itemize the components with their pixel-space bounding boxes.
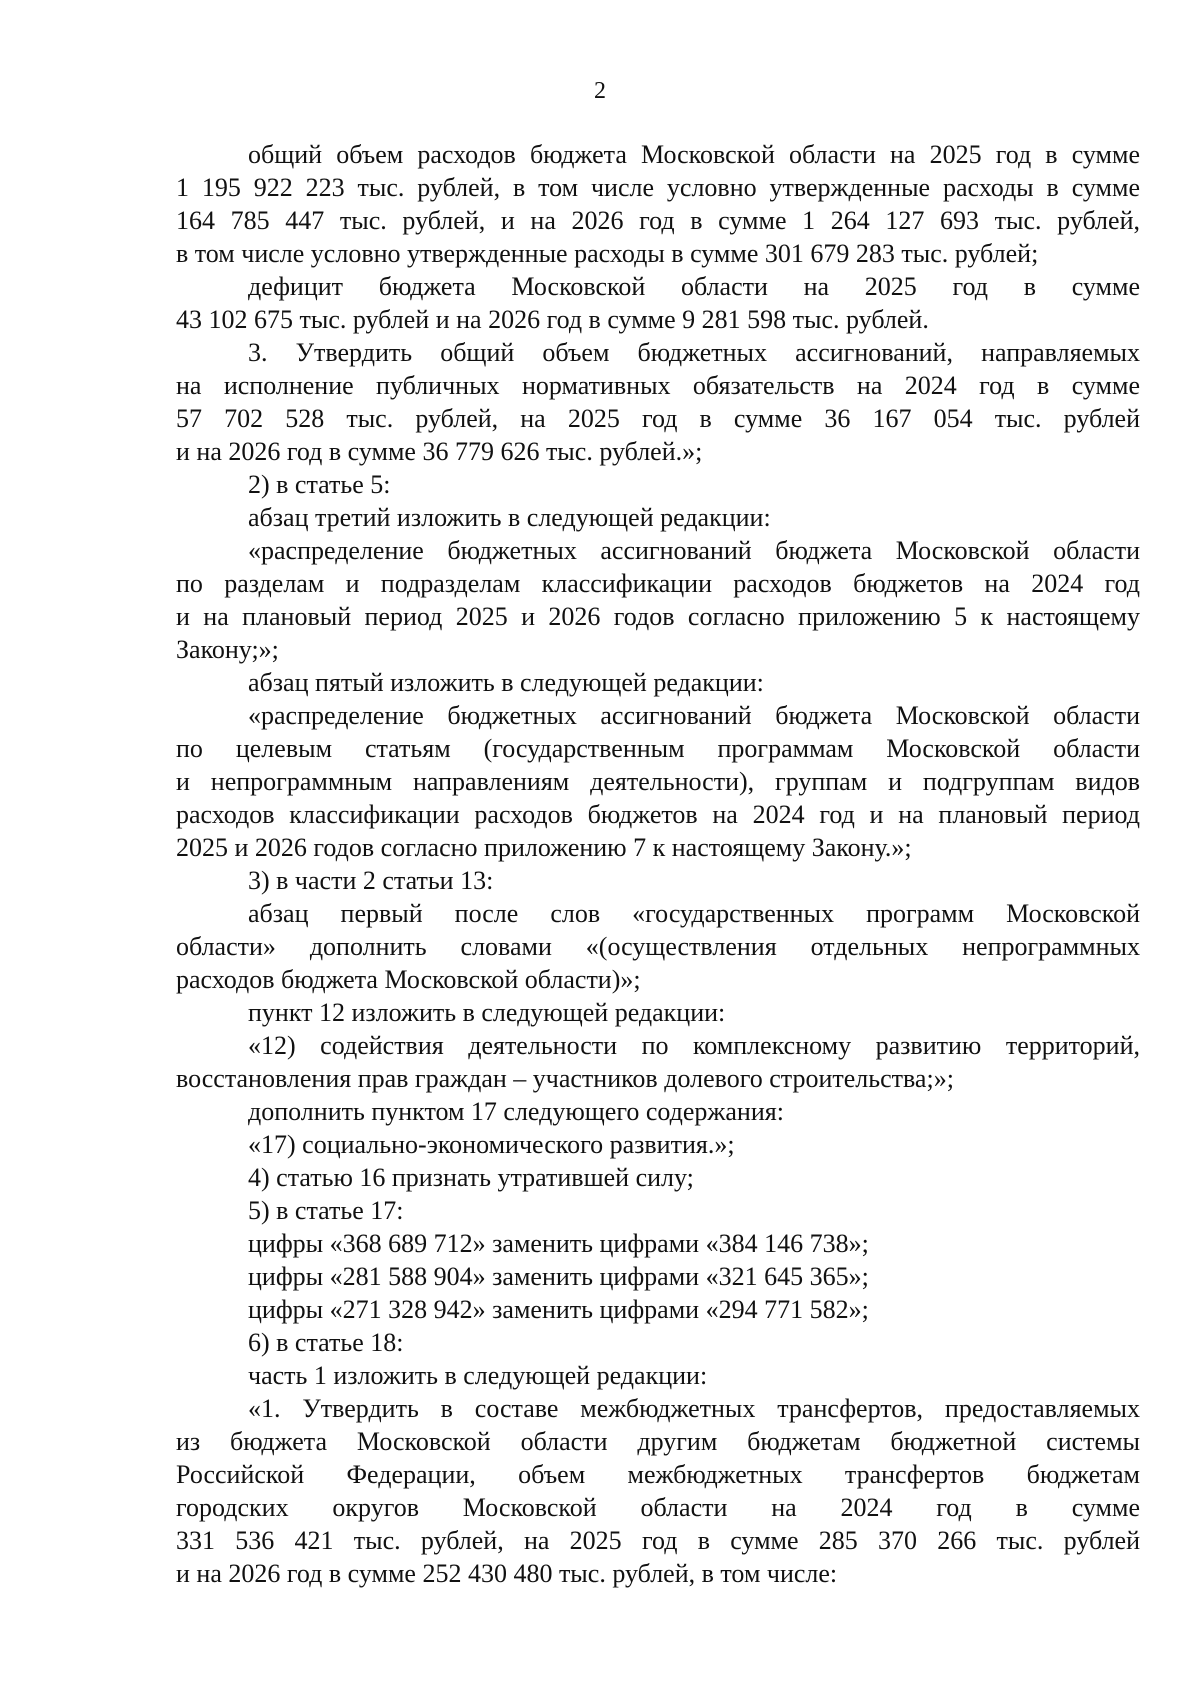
text-line: на исполнение публичных нормативных обязательств на 2024 год в сумме [176,371,1140,400]
text-line: «распределение бюджетных ассигнований бюджета Московской области [248,536,1140,565]
text-line: общий объем расходов бюджета Московской области на 2025 год в сумме [248,140,1140,169]
text-line: «17) социально-экономического развития.»; [248,1130,735,1159]
text-line: дополнить пунктом 17 следующего содержания: [248,1097,784,1126]
text-line: 5) в статье 17: [248,1196,404,1225]
page-number: 2 [594,78,606,104]
text-line: по разделам и подразделам классификации расходов бюджетов на 2024 год [176,569,1140,598]
document-text-body [176,138,1140,1590]
text-line: часть 1 изложить в следующей редакции: [248,1361,708,1390]
text-line: абзац первый после слов «государственных программ Московской [248,899,1140,928]
text-line: и на 2026 год в сумме 36 779 626 тыс. рублей.»; [176,437,703,466]
text-line: «распределение бюджетных ассигнований бюджета Московской области [248,701,1140,730]
text-line: 3. Утвердить общий объем бюджетных ассигнований, направляемых [248,338,1140,367]
text-line: области» дополнить словами «(осуществления отдельных непрограммных [176,932,1140,961]
text-line: пункт 12 изложить в следующей редакции: [248,998,726,1027]
text-line: цифры «368 689 712» заменить цифрами «384 146 738»; [248,1229,869,1258]
text-line: 2) в статье 5: [248,470,391,499]
text-line: расходов бюджета Московской области)»; [176,965,641,994]
text-line: абзац пятый изложить в следующей редакции: [248,668,764,697]
text-line: дефицит бюджета Московской области на 2025 год в сумме [248,272,1140,301]
text-line: 57 702 528 тыс. рублей, на 2025 год в сумме 36 167 054 тыс. рублей [176,404,1140,433]
text-line: цифры «271 328 942» заменить цифрами «294 771 582»; [248,1295,869,1324]
text-line: и на 2026 год в сумме 252 430 480 тыс. рублей, в том числе: [176,1559,838,1588]
text-line: расходов классификации расходов бюджетов на 2024 год и на плановый период [176,800,1140,829]
text-line: в том числе условно утвержденные расходы в сумме 301 679 283 тыс. рублей; [176,239,1039,268]
text-line: цифры «281 588 904» заменить цифрами «321 645 365»; [248,1262,869,1291]
text-line: 1 195 922 223 тыс. рублей, в том числе условно утвержденные расходы в сумме [176,173,1140,202]
text-line: из бюджета Московской области другим бюджетам бюджетной системы [176,1427,1140,1456]
text-line: городских округов Московской области на 2024 год в сумме [176,1493,1140,1522]
text-line: абзац третий изложить в следующей редакции: [248,503,771,532]
text-line: и непрограммным направлениям деятельности), группам и подгруппам видов [176,767,1140,796]
text-line: 3) в части 2 статьи 13: [248,866,494,895]
text-line: восстановления прав граждан – участников долевого строительства;»; [176,1064,954,1093]
text-line: «1. Утвердить в составе межбюджетных трансфертов, предоставляемых [248,1394,1140,1423]
text-line: 164 785 447 тыс. рублей, и на 2026 год в сумме 1 264 127 693 тыс. рублей, [176,206,1140,235]
text-line: по целевым статьям (государственным программам Московской области [176,734,1140,763]
text-line: Закону;»; [176,635,279,664]
text-line: 4) статью 16 признать утратившей силу; [248,1163,694,1192]
text-line: 43 102 675 тыс. рублей и на 2026 год в сумме 9 281 598 тыс. рублей. [176,305,929,334]
text-line: «12) содействия деятельности по комплексному развитию территорий, [248,1031,1140,1060]
text-line: 6) в статье 18: [248,1328,404,1357]
text-line: 331 536 421 тыс. рублей, на 2025 год в сумме 285 370 266 тыс. рублей [176,1526,1140,1555]
text-line: Российской Федерации, объем межбюджетных трансфертов бюджетам [176,1460,1140,1489]
text-line: 2025 и 2026 годов согласно приложению 7 к настоящему Закону.»; [176,833,912,862]
text-line: и на плановый период 2025 и 2026 годов согласно приложению 5 к настоящему [176,602,1140,631]
